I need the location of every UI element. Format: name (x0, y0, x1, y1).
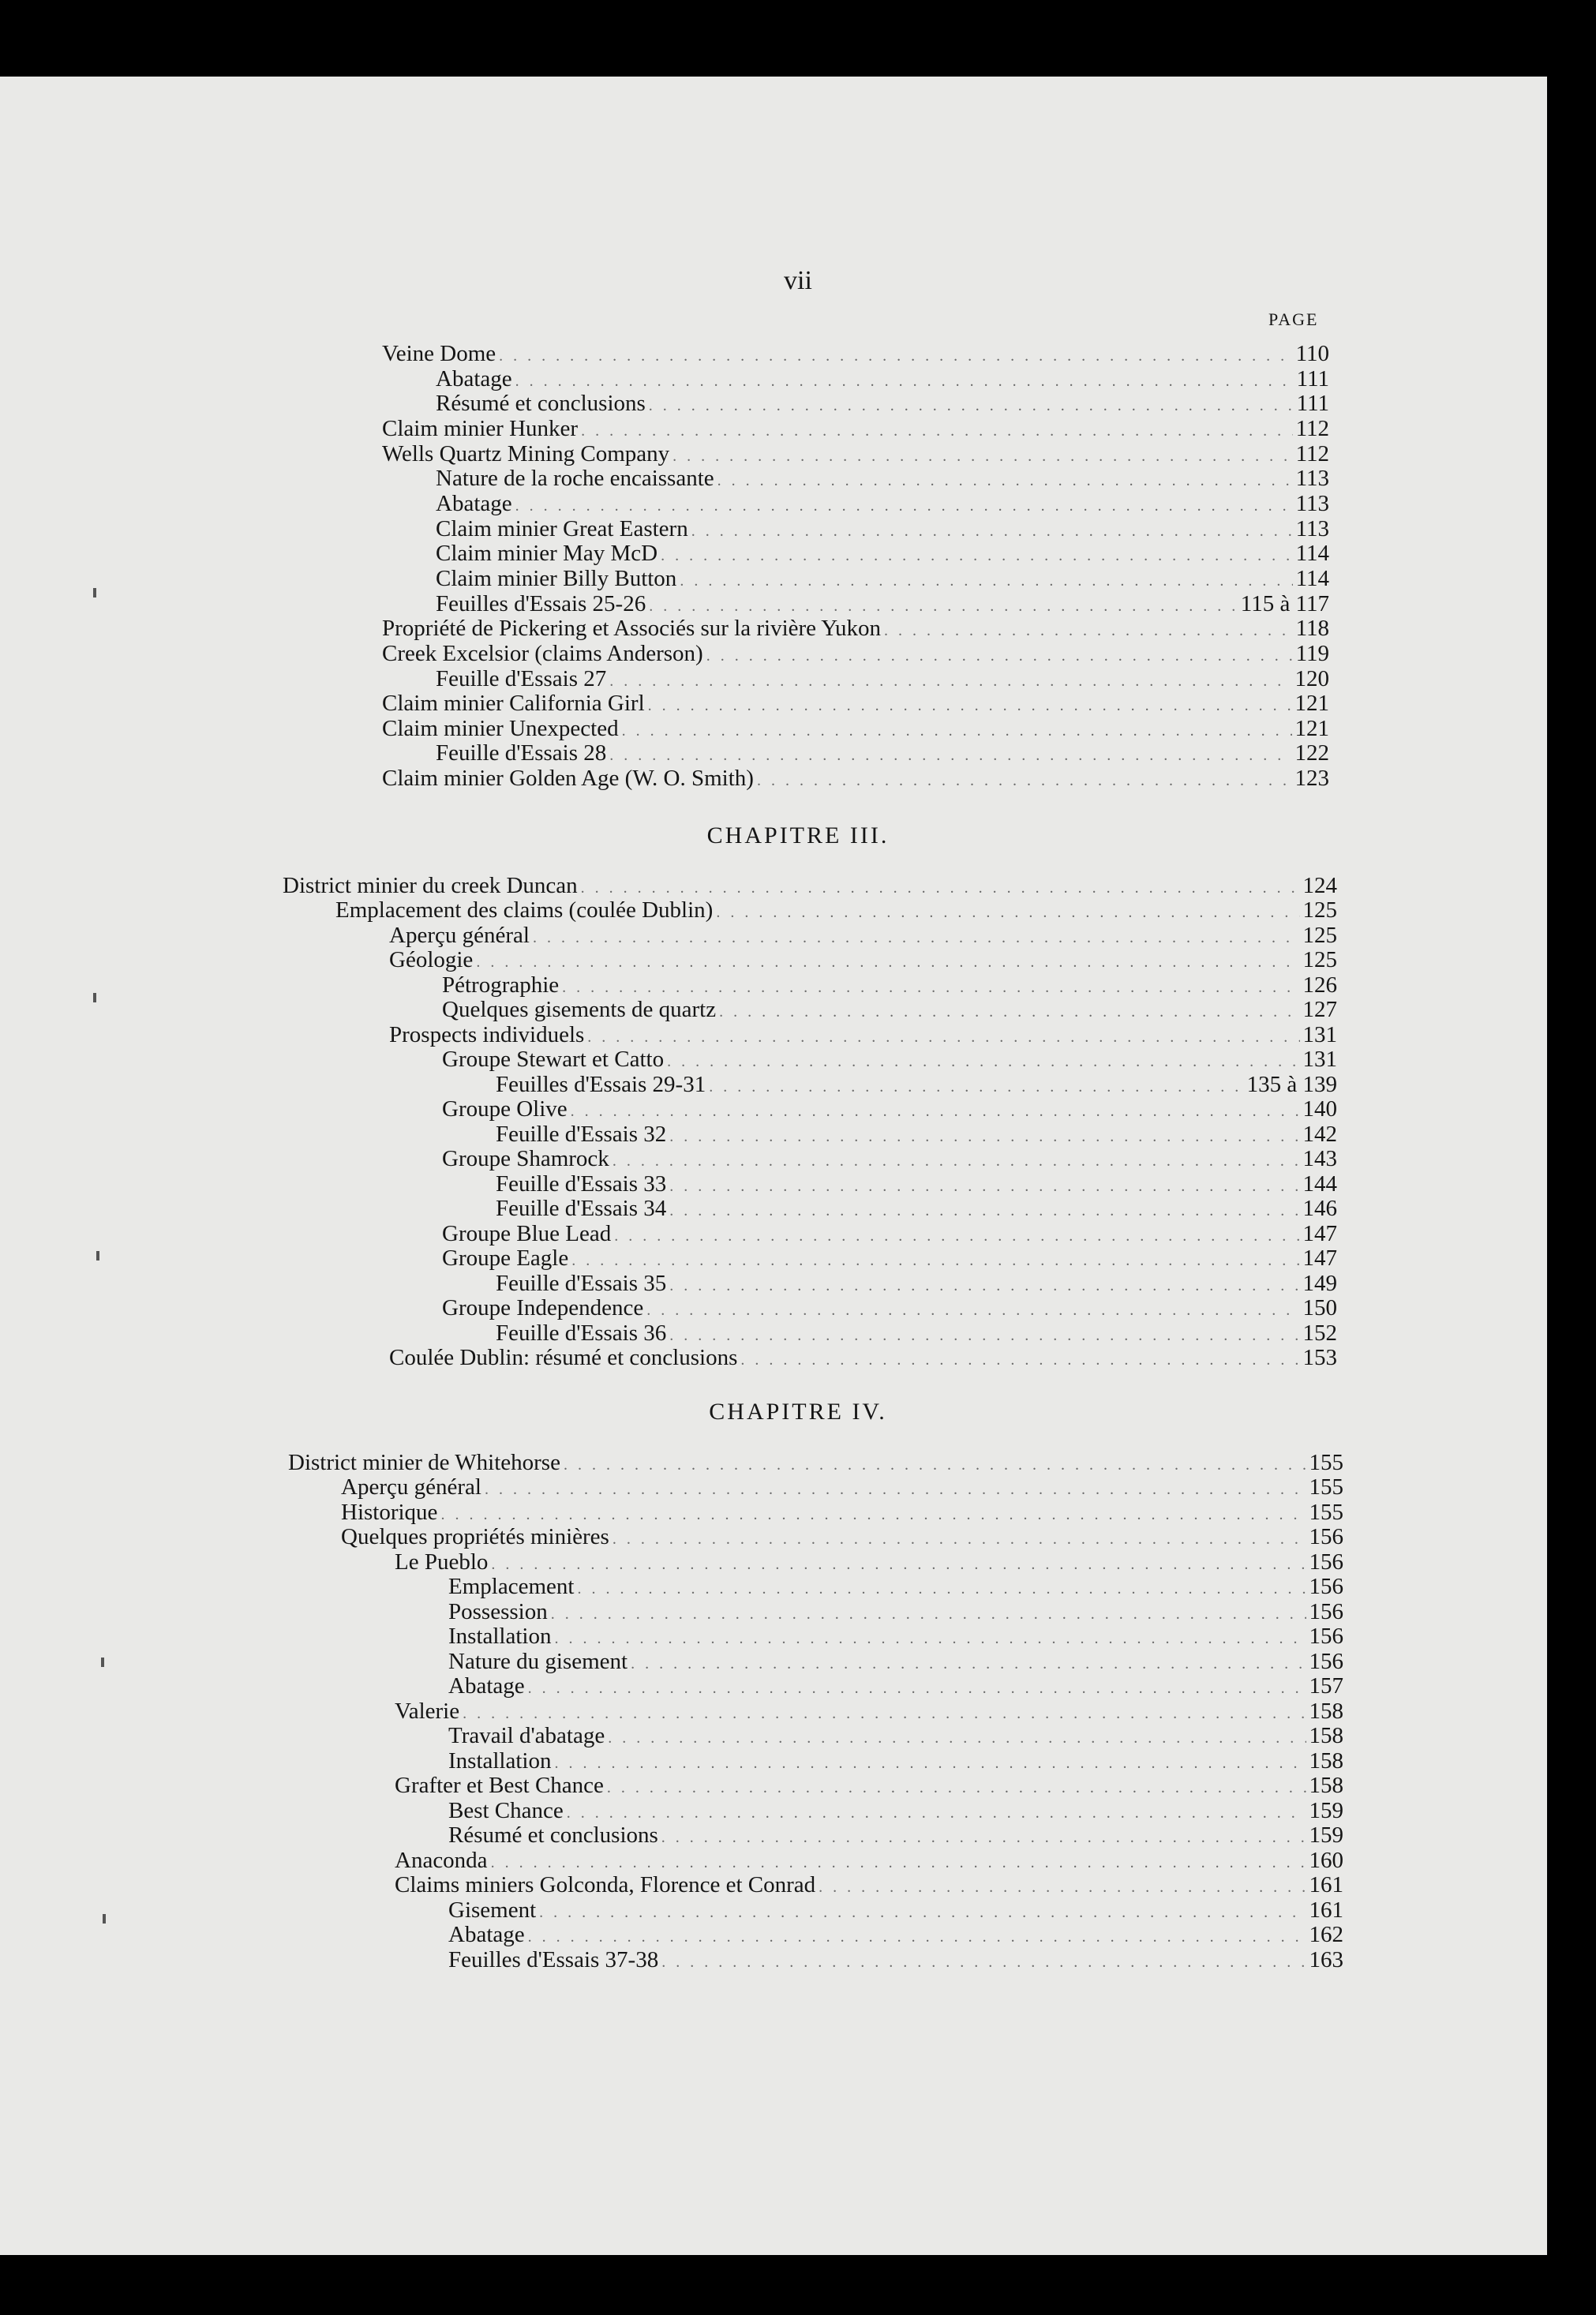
toc-entry (442, 972, 1337, 998)
toc-entry (448, 1673, 1343, 1699)
toc-entry (436, 740, 1329, 766)
dot-leader (609, 743, 1291, 768)
dot-leader (554, 1626, 1306, 1651)
toc-entry-title: Abatage (448, 1673, 525, 1699)
toc-entry (496, 1320, 1337, 1346)
dot-leader (528, 1676, 1306, 1701)
dot-leader (661, 1950, 1306, 1975)
dot-leader (719, 999, 1299, 1025)
toc-entry-page: 156 (1309, 1574, 1343, 1599)
toc-entry-title: Feuille d'Essais 33 (496, 1171, 667, 1197)
toc-entry-page: 155 (1309, 1500, 1343, 1525)
dot-leader (661, 543, 1292, 568)
toc-entry (389, 947, 1337, 972)
toc-entry-page: 113 (1295, 516, 1329, 541)
toc-entry (442, 997, 1337, 1022)
toc-entry (389, 1022, 1337, 1047)
toc-entry (442, 1047, 1337, 1072)
toc-entry-title: Travail d'abatage (448, 1723, 605, 1748)
toc-entry-page: 122 (1294, 740, 1329, 766)
toc-entry-page: 160 (1309, 1848, 1343, 1873)
toc-entry (436, 566, 1329, 591)
toc-entry (448, 1574, 1343, 1599)
toc-entry (496, 1196, 1337, 1221)
toc-entry-title: Claim minier Unexpected (382, 716, 619, 741)
toc-entry (448, 1649, 1343, 1674)
toc-entry-title: Emplacement des claims (coulée Dublin) (335, 897, 714, 923)
toc-entry-page: 163 (1309, 1947, 1343, 1972)
toc-entry-title: Installation (448, 1748, 552, 1774)
toc-entry (442, 1221, 1337, 1246)
toc-entry-page: 150 (1302, 1295, 1337, 1320)
toc-entry-page: 111 (1296, 366, 1329, 391)
toc-entry-page: 114 (1295, 541, 1329, 566)
toc-entry-title: Feuilles d'Essais 25-26 (436, 591, 646, 616)
toc-entry-title: Claim minier California Girl (382, 691, 645, 716)
toc-entry-title: Possession (448, 1599, 548, 1624)
toc-entry-page: 147 (1302, 1246, 1337, 1271)
toc-entry-title: Grafter et Best Chance (395, 1773, 604, 1798)
margin-mark (101, 1658, 104, 1667)
toc-entry-title: Veine Dome (382, 341, 496, 366)
toc-entry (395, 1773, 1343, 1798)
margin-mark (93, 993, 96, 1002)
toc-entry (283, 873, 1337, 898)
toc-entry-page: 125 (1302, 897, 1337, 923)
toc-entry-title: Claim minier May McD (436, 541, 658, 566)
chapter-heading: CHAPITRE IV. (709, 1399, 887, 1425)
toc-entry-page: 119 (1295, 641, 1329, 666)
toc-entry-page: 112 (1295, 416, 1329, 441)
dot-leader (757, 768, 1292, 793)
toc-entry (335, 897, 1337, 923)
toc-entry (288, 1450, 1343, 1475)
toc-entry-page: 125 (1302, 923, 1337, 948)
toc-entry (448, 1723, 1343, 1748)
toc-entry-page: 120 (1294, 666, 1329, 691)
toc-entry (382, 341, 1329, 366)
toc-entry-title: Feuille d'Essais 27 (436, 666, 607, 691)
dot-leader (499, 343, 1292, 369)
toc-entry-title: Résumé et conclusions (448, 1822, 658, 1848)
toc-entry (448, 1798, 1343, 1823)
dot-leader (649, 393, 1294, 418)
toc-entry-page: 121 (1294, 716, 1329, 741)
chapter-heading: CHAPITRE III. (706, 822, 890, 848)
page-number: vii (784, 266, 812, 295)
dot-leader (667, 1049, 1299, 1074)
dot-leader (571, 1248, 1299, 1273)
toc-entry-page: 111 (1296, 391, 1329, 416)
dot-leader (528, 1924, 1306, 1950)
toc-entry-page: 144 (1302, 1171, 1337, 1197)
toc-entry-page: 127 (1302, 997, 1337, 1022)
toc-entry-title: Abatage (436, 491, 512, 516)
toc-entry-title: Coulée Dublin: résumé et conclusions (389, 1345, 738, 1370)
toc-entry-title: Installation (448, 1624, 552, 1649)
toc-entry-page: 124 (1302, 873, 1337, 898)
toc-entry (395, 1549, 1343, 1575)
toc-entry-page: 155 (1309, 1474, 1343, 1500)
toc-entry-page: 115 à 117 (1240, 591, 1329, 616)
toc-entry (436, 491, 1329, 516)
toc-entry-title: Groupe Olive (442, 1096, 568, 1122)
toc-entry-page: 146 (1302, 1196, 1337, 1221)
toc-entry (448, 1599, 1343, 1624)
dot-leader (515, 493, 1293, 519)
toc-entry-page: 156 (1309, 1524, 1343, 1549)
toc-entry (448, 1748, 1343, 1774)
toc-entry-title: Claims miniers Golconda, Florence et Conrad (395, 1872, 816, 1897)
toc-entry-title: Nature du gisement (448, 1649, 628, 1674)
toc-entry-page: 123 (1294, 766, 1329, 791)
dot-leader (716, 900, 1299, 925)
toc-entry-page: 114 (1295, 566, 1329, 591)
toc-entry-page: 156 (1309, 1649, 1343, 1674)
toc-entry-page: 158 (1309, 1773, 1343, 1798)
toc-entry (442, 1295, 1337, 1320)
toc-entry-page: 162 (1309, 1922, 1343, 1947)
toc-entry (382, 416, 1329, 441)
toc-entry-page: 155 (1309, 1450, 1343, 1475)
dot-leader (706, 643, 1293, 669)
toc-entry-title: Wells Quartz Mining Company (382, 441, 670, 466)
toc-entry-page: 152 (1302, 1320, 1337, 1346)
toc-entry-title: Aperçu général (341, 1474, 481, 1500)
toc-entry (341, 1524, 1343, 1549)
toc-entry-page: 156 (1309, 1624, 1343, 1649)
dot-leader (613, 1526, 1306, 1552)
dot-leader (669, 1198, 1299, 1223)
toc-entry-page: 113 (1295, 466, 1329, 491)
toc-entry-title: Claim minier Great Eastern (436, 516, 688, 541)
dot-leader (646, 1298, 1299, 1323)
toc-entry (436, 516, 1329, 541)
toc-entry-title: Feuille d'Essais 36 (496, 1320, 667, 1346)
toc-entry-title: Feuille d'Essais 28 (436, 740, 607, 766)
dot-leader (613, 1148, 1300, 1174)
toc-entry-page: 156 (1309, 1549, 1343, 1575)
toc-entry-title: Anaconda (395, 1848, 488, 1873)
toc-entry-page: 110 (1295, 341, 1329, 366)
toc-entry (436, 391, 1329, 416)
toc-entry-page: 149 (1302, 1271, 1337, 1296)
margin-mark (93, 588, 96, 597)
toc-entry (341, 1474, 1343, 1500)
toc-entry-title: Feuille d'Essais 35 (496, 1271, 667, 1296)
toc-entry (496, 1072, 1337, 1097)
toc-entry (395, 1848, 1343, 1873)
dot-leader (581, 418, 1293, 444)
dot-leader (884, 618, 1293, 643)
toc-entry-title: Aperçu général (389, 923, 530, 948)
toc-entry-title: Claim minier Billy Button (436, 566, 677, 591)
toc-entry-page: 135 à 139 (1246, 1072, 1337, 1097)
toc-entry (448, 1947, 1343, 1972)
toc-entry (442, 1246, 1337, 1271)
toc-entry-page: 125 (1302, 947, 1337, 972)
toc-entry (382, 766, 1329, 791)
toc-entry (341, 1500, 1343, 1525)
toc-entry (448, 1822, 1343, 1848)
toc-entry-title: Prospects individuels (389, 1022, 585, 1047)
toc-entry (442, 1146, 1337, 1171)
toc-entry (389, 923, 1337, 948)
toc-entry-title: Claim minier Hunker (382, 416, 579, 441)
toc-entry (389, 1345, 1337, 1370)
toc-entry-title: Feuille d'Essais 34 (496, 1196, 667, 1221)
toc-entry-page: 159 (1309, 1822, 1343, 1848)
toc-entry-title: Géologie (389, 947, 474, 972)
toc-entry-page: 161 (1309, 1872, 1343, 1897)
dot-leader (648, 693, 1292, 718)
toc-entry (496, 1122, 1337, 1147)
toc-entry (448, 1897, 1343, 1923)
toc-entry (395, 1872, 1343, 1897)
toc-entry-page: 113 (1295, 491, 1329, 516)
dot-leader (661, 1825, 1306, 1850)
dot-leader (819, 1875, 1306, 1900)
dot-leader (740, 1347, 1299, 1373)
toc-entry (442, 1096, 1337, 1122)
toc-entry-page: 118 (1295, 616, 1329, 641)
toc-entry-title: Groupe Independence (442, 1295, 644, 1320)
toc-entry (382, 616, 1329, 641)
toc-entry-title: Abatage (436, 366, 512, 391)
toc-entry (448, 1624, 1343, 1649)
toc-entry-title: District minier du creek Duncan (283, 873, 578, 898)
toc-entry-page: 147 (1302, 1221, 1337, 1246)
dot-leader (717, 468, 1293, 493)
toc-entry (436, 591, 1329, 616)
toc-entry-title: Groupe Shamrock (442, 1146, 609, 1171)
toc-entry-title: Le Pueblo (395, 1549, 489, 1575)
toc-entry-title: Quelques propriétés minières (341, 1524, 609, 1549)
toc-entry-title: Quelques gisements de quartz (442, 997, 717, 1022)
toc-entry-page: 157 (1309, 1673, 1343, 1699)
toc-entry-title: Claim minier Golden Age (W. O. Smith) (382, 766, 754, 791)
toc-entry-page: 158 (1309, 1748, 1343, 1774)
toc-entry-title: Emplacement (448, 1574, 575, 1599)
toc-entry-page: 143 (1302, 1146, 1337, 1171)
toc-entry (382, 641, 1329, 666)
dot-leader (485, 1477, 1306, 1502)
dot-leader (680, 568, 1292, 594)
toc-entry (382, 716, 1329, 741)
toc-entry-title: District minier de Whitehorse (288, 1450, 560, 1475)
toc-entry-title: Groupe Blue Lead (442, 1221, 612, 1246)
toc-entry-page: 131 (1302, 1022, 1337, 1047)
toc-entry-page: 126 (1302, 972, 1337, 998)
toc-entry (436, 366, 1329, 391)
toc-entry-title: Groupe Stewart et Catto (442, 1047, 665, 1072)
toc-entry-page: 131 (1302, 1047, 1337, 1072)
dot-leader (571, 1099, 1300, 1124)
toc-entry (496, 1171, 1337, 1197)
dot-leader (608, 1725, 1306, 1751)
toc-entry (436, 466, 1329, 491)
toc-entry-page: 158 (1309, 1699, 1343, 1724)
toc-entry-title: Nature de la roche encaissante (436, 466, 714, 491)
margin-mark (103, 1914, 106, 1924)
toc-entry-title: Gisement (448, 1897, 537, 1923)
toc-entry-page: 140 (1302, 1096, 1337, 1122)
toc-entry (382, 691, 1329, 716)
toc-entry-title: Historique (341, 1500, 438, 1525)
toc-entry-title: Valerie (395, 1699, 460, 1724)
toc-entry-title: Feuille d'Essais 32 (496, 1122, 667, 1147)
toc-entry-title: Feuilles d'Essais 29-31 (496, 1072, 706, 1097)
dot-leader (476, 950, 1299, 975)
toc-entry-title: Abatage (448, 1922, 525, 1947)
toc-entry-page: 159 (1309, 1798, 1343, 1823)
page-column-header: PAGE (1268, 309, 1319, 329)
toc-entry-title: Creek Excelsior (claims Anderson) (382, 641, 703, 666)
toc-entry-title: Pétrographie (442, 972, 560, 998)
toc-entry (395, 1699, 1343, 1724)
toc-entry-title: Résumé et conclusions (436, 391, 646, 416)
toc-entry-page: 121 (1294, 691, 1329, 716)
toc-entry-page: 158 (1309, 1723, 1343, 1748)
dot-leader (607, 1775, 1306, 1800)
toc-entry (496, 1271, 1337, 1296)
toc-entry-title: Feuilles d'Essais 37-38 (448, 1947, 659, 1972)
toc-entry-title: Best Chance (448, 1798, 564, 1823)
toc-entry-title: Groupe Eagle (442, 1246, 569, 1271)
toc-entry (436, 666, 1329, 691)
toc-entry-title: Propriété de Pickering et Associés sur la rivière Yukon (382, 616, 881, 641)
toc-entry-page: 156 (1309, 1599, 1343, 1624)
toc-entry (448, 1922, 1343, 1947)
toc-entry-page: 161 (1309, 1897, 1343, 1923)
toc-entry (436, 541, 1329, 566)
dot-leader (577, 1576, 1306, 1601)
toc-entry (382, 441, 1329, 466)
toc-entry-page: 142 (1302, 1122, 1337, 1147)
margin-mark (96, 1251, 99, 1261)
toc-entry-page: 153 (1302, 1345, 1337, 1370)
toc-entry-page: 112 (1295, 441, 1329, 466)
